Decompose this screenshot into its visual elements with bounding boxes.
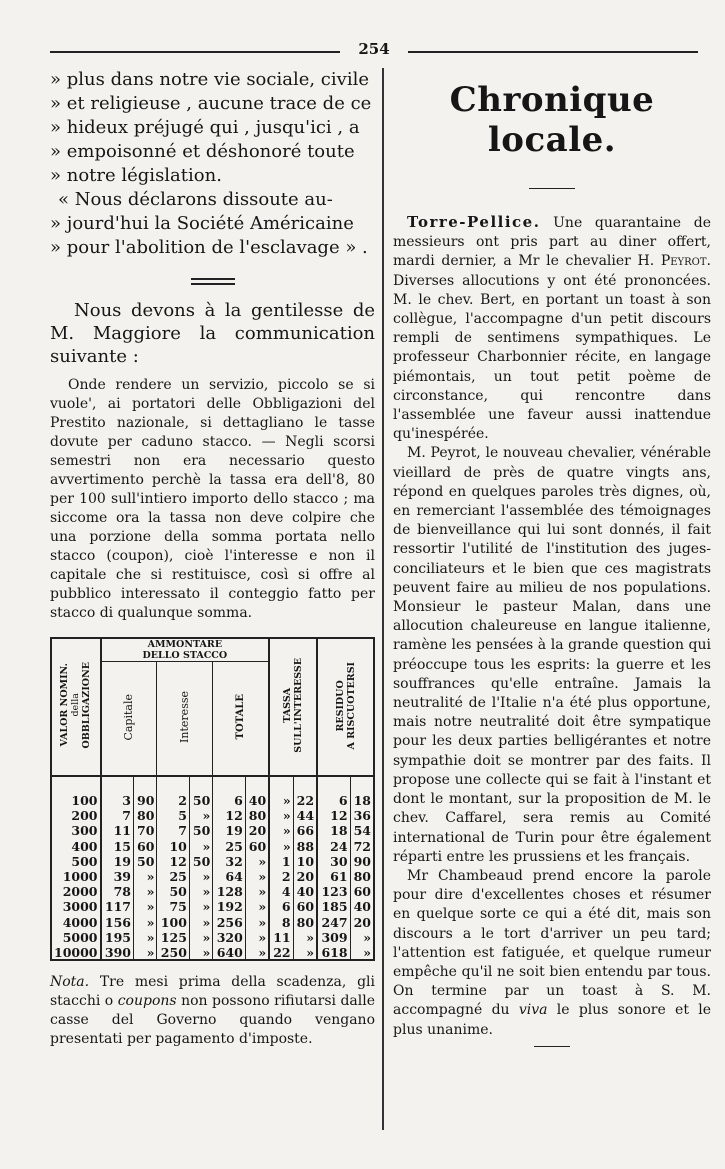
quote-block (50, 68, 375, 260)
table-cell: 195 (101, 930, 134, 945)
table-cell: 60 (293, 899, 317, 914)
table-cell: » (189, 899, 212, 914)
table-cell: 4000 (52, 915, 101, 930)
table-cell: 24 (317, 839, 350, 854)
table-row (52, 808, 373, 823)
table-cell: 12 (317, 808, 350, 823)
table-cell: 100 (52, 776, 101, 808)
table-cell: 10 (157, 839, 189, 854)
table-row (52, 930, 373, 945)
table-cell: 18 (353, 793, 371, 808)
table-cell: 60 (134, 839, 157, 854)
table-row (52, 823, 373, 838)
table-cell: 19 (101, 854, 134, 869)
table-cell: 256 (213, 915, 245, 930)
table-cell: 2 (269, 869, 293, 884)
quote-line: » notre législation. (50, 165, 222, 186)
table-cell: » (269, 839, 293, 854)
article-paragraph: Mr Chambeaud prend encore la parole pour dire d'excellentes choses et résumer en quelque sorte ce qui a été dit, mais son discours a le tort d'arriver un peu tard; l'attention est fatiguée, et quelque rumeur empêche qu'il ne soit bien entendu par tous. On termine par un toast à S. M. accompagné du viva le plus sonore et le plus unanime. (393, 867, 711, 1038)
quote-line: » empoisonné et déshonoré toute (50, 141, 355, 162)
table-cell: » (293, 930, 317, 945)
table-cell: 50 (134, 854, 157, 869)
table-cell: » (245, 930, 269, 945)
quote-line: » pour l'abolition de l'esclavage » . (50, 237, 368, 258)
table-cell: 50 (189, 776, 212, 808)
table-cell: 44 (293, 808, 317, 823)
table-cell: 36 (353, 808, 371, 824)
table-cell: » (245, 915, 269, 930)
table-cell: 4 (269, 884, 293, 899)
table-cell: 640 (213, 945, 245, 960)
header-ammontare: AMMONTARE DELLO STACCO (101, 639, 270, 662)
table-cell: 247 (317, 915, 350, 930)
table-cell: 123 (317, 884, 350, 899)
page-header (50, 40, 698, 60)
table-cell: 25 (157, 869, 189, 884)
table-cell: 2000 (52, 884, 101, 899)
table-row (52, 776, 373, 808)
table-cell: » (134, 899, 157, 914)
table-cell: 500 (52, 854, 101, 869)
section-title: Chronique locale. (449, 80, 655, 160)
table-cell: » (245, 869, 269, 884)
section-divider (191, 278, 235, 285)
table-cell: » (269, 823, 293, 838)
table-cell: 54 (353, 823, 371, 839)
table-cell: » (189, 839, 212, 854)
table-cell: » (363, 945, 371, 961)
header-totale: TOTALE (213, 662, 269, 777)
table-cell: 90 (353, 853, 371, 869)
table-cell: 400 (52, 839, 101, 854)
right-column (393, 68, 711, 1047)
table-cell: 320 (213, 930, 245, 945)
table-cell: 40 (245, 776, 269, 808)
table-cell: » (269, 776, 293, 808)
tax-table-grid (52, 639, 373, 960)
table-cell: 11 (101, 823, 134, 838)
table-cell: » (245, 884, 269, 899)
header-residuo: RESIDUO A RISCUOTERSI (317, 639, 373, 776)
table-cell: 3000 (52, 899, 101, 914)
table-cell: » (363, 929, 371, 945)
table-cell: 78 (101, 884, 134, 899)
table-cell: 125 (157, 930, 189, 945)
table-cell: 64 (213, 869, 245, 884)
notice-paragraph: Onde rendere un servizio, piccolo se si vuole', ai portatori delle Obbligazioni del Prestito nazionale, si dettagliano le tasse dovute per caduno stacco. — Negli scorsi semestri non era necessario questo avvertimento perchè la tassa era dell'8, 80 per 100 sull'intiero importo dello stacco ; ma siccome ora la tassa non deve colpire che una porzione della somma portata nello stacco (coupon), cioè l'interesse e non il capitale che si restituisce, così si offre al pubblico interessato il conteggio fatto per stacco di qualunque somma. (50, 377, 375, 621)
table-cell: 80 (293, 915, 317, 930)
table-cell: » (245, 945, 269, 960)
article-end-rule (534, 1046, 570, 1047)
table-cell: 192 (213, 899, 245, 914)
table-cell: 80 (245, 808, 269, 823)
table-cell: » (293, 945, 317, 960)
table-cell: 66 (293, 823, 317, 838)
quote-line: » et religieuse , aucune trace de ce (50, 93, 372, 114)
table-cell: 200 (52, 808, 101, 823)
column-divider (382, 68, 384, 1130)
quote-line: » jourd'hui la Société Américaine (50, 213, 354, 234)
quote-line: » plus dans notre vie sociale, civile (50, 69, 369, 90)
table-cell: 61 (317, 869, 350, 884)
table-cell: 50 (189, 854, 212, 869)
table-cell: 22 (269, 945, 293, 960)
title-divider (529, 188, 575, 189)
table-cell: 10 (293, 854, 317, 869)
table-cell: » (245, 854, 269, 869)
table-cell: 7 (101, 808, 134, 823)
table-cell: 1 (269, 854, 293, 869)
table-cell: 60 (245, 839, 269, 854)
table-cell: 90 (134, 776, 157, 808)
header-valor: VALOR NOMIN. della OBBLIGAZIONE (52, 639, 101, 776)
table-cell: » (189, 930, 212, 945)
table-cell: 185 (317, 899, 350, 914)
article-paragraph: M. Peyrot, le nouveau chevalier, vénérable vieillard de près de quatre vingts ans, répond en quelques paroles très dignes, où, en remerciant l'assemblée des témoignages de bienveillance qui lui sont donnés, il fait ressortir l'utilité de l'institution des juges-conciliateurs et le bien que ces magistrats peuvent faire au milieu de nos populations. Monsieur le pasteur Malan, dans une allocution chaleureuse en langue italienne, ramène les pensées à la grande question qui préoccupe tous les esprits: la guerre et les souffrances qu'elle entraîne. Jamais la neutralité de l'Italie n'a été plus opportune, mais notre neutralité doit être sympatique pour les deux parties belligérantes et notre sympathie doit se montrer par des faits. Il propose une collecte qui se fait à l'instant et dont le montant, sur la proposition de M. le chev. Caffarel, sera remis au Comité international de Turin pour être également réparti entre les prussiens et les français. (393, 445, 711, 865)
table-cell: 88 (293, 839, 317, 854)
table-cell: 100 (157, 915, 189, 930)
table-cell: 20 (245, 823, 269, 838)
left-column (50, 68, 375, 1049)
table-cell: 6 (213, 776, 245, 808)
table-cell: » (189, 945, 212, 960)
table-cell: » (134, 930, 157, 945)
table-cell: 18 (317, 823, 350, 838)
table-cell: 6 (269, 899, 293, 914)
table-cell: » (189, 915, 212, 930)
table-cell: 11 (269, 930, 293, 945)
header-capitale: Capitale (101, 662, 157, 777)
table-row (52, 884, 373, 899)
table-cell: 117 (101, 899, 134, 914)
table-cell: 6 (317, 776, 350, 808)
table-cell: 32 (213, 854, 245, 869)
table-row (52, 854, 373, 869)
table-cell: 25 (213, 839, 245, 854)
table-cell: 300 (52, 823, 101, 838)
page-number: 254 (358, 40, 390, 58)
table-cell: » (134, 915, 157, 930)
table-cell: 50 (189, 823, 212, 838)
table-cell: 40 (293, 884, 317, 899)
table-row (52, 869, 373, 884)
table-cell: 50 (157, 884, 189, 899)
quote-line: » hideux préjugé qui , jusqu'ici , a (50, 117, 360, 138)
table-row (52, 915, 373, 930)
table-cell: 618 (317, 945, 350, 960)
table-cell: 128 (213, 884, 245, 899)
quote-line: « Nous déclarons dissoute au- (58, 189, 333, 210)
table-cell: 12 (213, 808, 245, 823)
header-rule-left (50, 51, 340, 53)
table-cell: 39 (101, 869, 134, 884)
table-row (52, 945, 373, 960)
table-cell: 75 (157, 899, 189, 914)
article-paragraph: Torre-Pellice. Une quarantaine de messieurs ont pris part au diner offert, mardi dernier, a Mr le chevalier H. Peyrot. Diverses allocutions y ont été prononcées. M. le chev. Bert, en portant un toast à son collègue, l'accompagne d'un petit discours rempli de sentimens sympathiques. Le professeur Charbonnier récite, en langage piémontais, un tout petit poème de circonstance, qui rencontre dans l'assemblée une faveur aussi inattendue qu'inespérée. (393, 213, 711, 443)
table-cell: 390 (101, 945, 134, 960)
table-cell: 5 (157, 808, 189, 823)
table-cell: » (189, 884, 212, 899)
table-cell: 80 (134, 808, 157, 823)
table-cell: 10000 (52, 945, 101, 960)
table-cell: 2 (157, 776, 189, 808)
table-cell: 19 (213, 823, 245, 838)
table-cell: 60 (353, 884, 371, 900)
table-cell: » (189, 869, 212, 884)
table-cell: 309 (317, 930, 350, 945)
table-cell: » (134, 869, 157, 884)
header-interesse: Interesse (157, 662, 213, 777)
table-cell: 40 (353, 899, 371, 915)
header-rule-right (408, 51, 698, 53)
table-cell: 1000 (52, 869, 101, 884)
table-cell: 22 (293, 776, 317, 808)
table-cell: » (134, 945, 157, 960)
table-cell: 8 (269, 915, 293, 930)
table-cell: 72 (353, 838, 371, 854)
intro-paragraph: Nous devons à la gentilesse de M. Maggiore la communication suivante : (50, 300, 375, 367)
table-cell: 12 (157, 854, 189, 869)
table-row (52, 839, 373, 854)
table-cell: 156 (101, 915, 134, 930)
table-cell: » (245, 899, 269, 914)
table-cell: 7 (157, 823, 189, 838)
table-cell: 250 (157, 945, 189, 960)
table-cell: 30 (317, 854, 350, 869)
table-cell: » (269, 808, 293, 823)
table-cell: » (189, 808, 212, 823)
tax-table (50, 637, 375, 961)
table-cell: 20 (293, 869, 317, 884)
table-cell: 20 (353, 914, 371, 930)
header-tassa: TASSA SULL'INTERESSE (269, 639, 317, 776)
table-cell: 3 (101, 776, 134, 808)
table-cell: 80 (353, 869, 371, 885)
table-row (52, 899, 373, 914)
table-cell: 70 (134, 823, 157, 838)
nota-paragraph: Nota. Tre mesi prima della scadenza, gli stacchi o coupons non possono rifiutarsi dalle casse del Governo quando vengano presentati per pagamento d'imposte. (50, 974, 375, 1047)
table-cell: 5000 (52, 930, 101, 945)
table-cell: » (134, 884, 157, 899)
table-cell: 15 (101, 839, 134, 854)
